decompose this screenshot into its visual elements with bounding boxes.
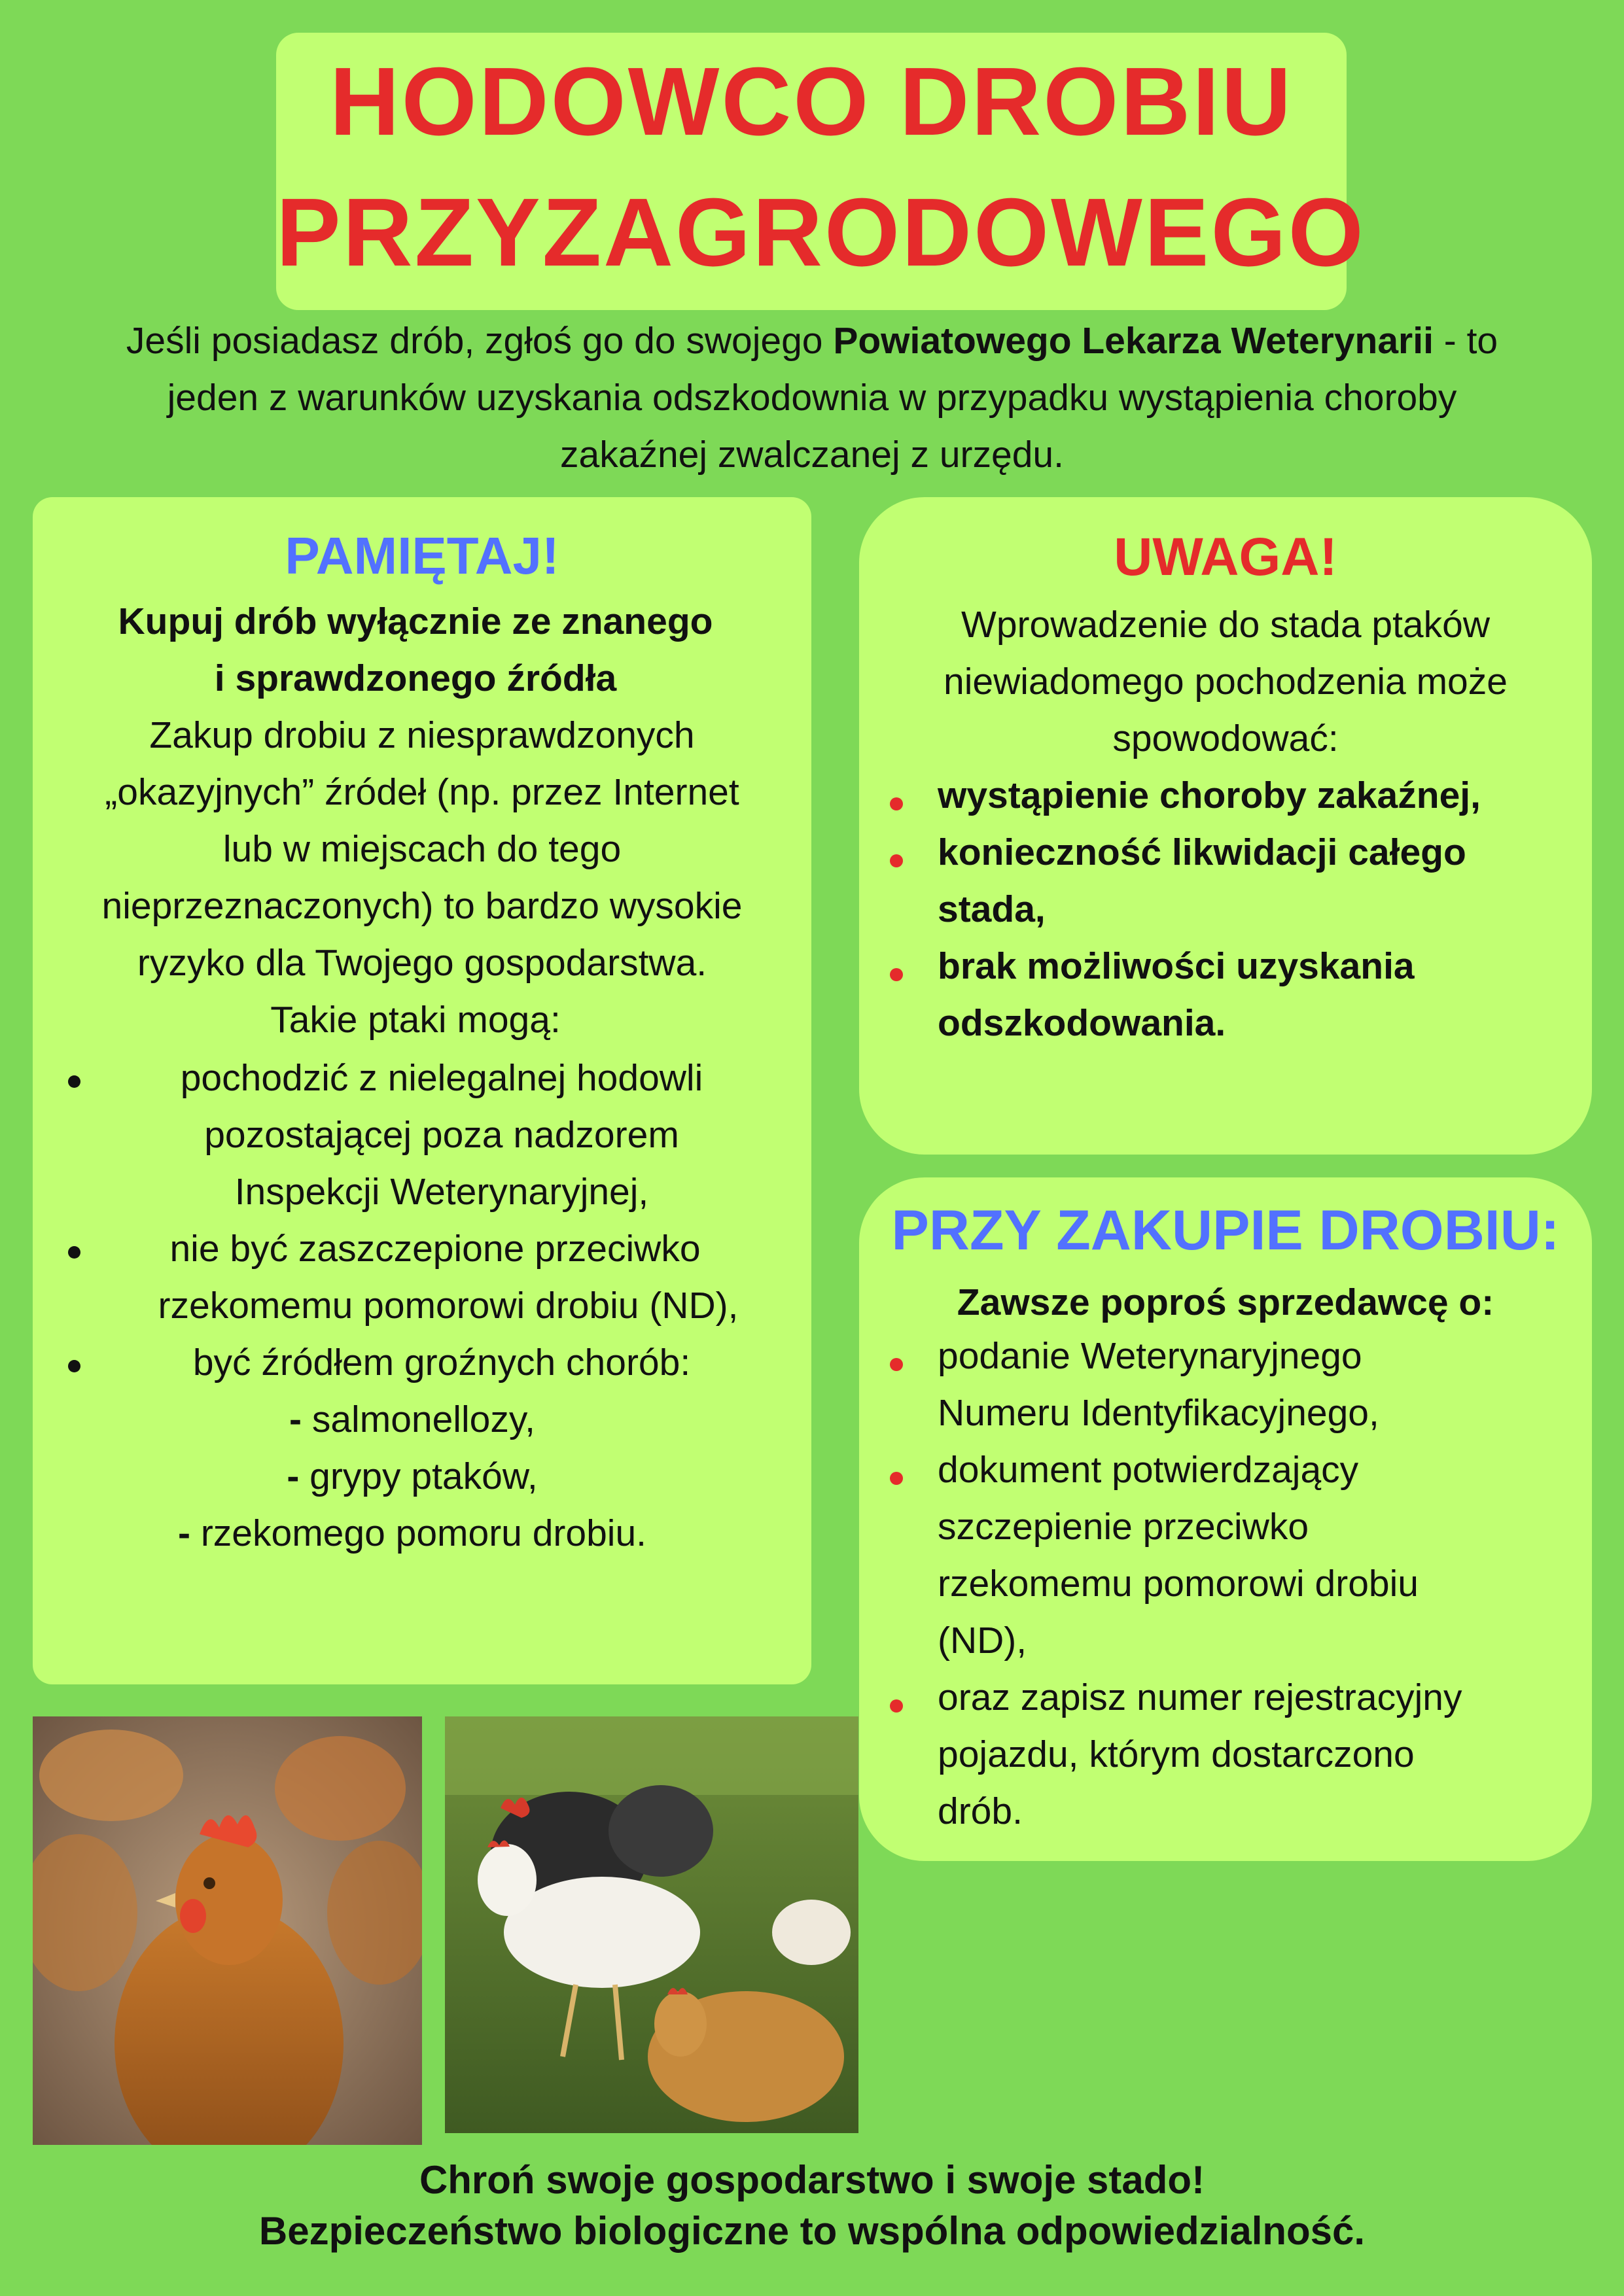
bullet-dot [890,1472,903,1485]
remember-bullet-3-line: być źródłem groźnych chorób: [192,1342,691,1383]
remember-body-line: Takie ptaki mogą: [270,999,561,1041]
warning-intro-line: niewiadomego pochodzenia może [944,661,1508,703]
disease-item [33,1505,811,1562]
purchase-item-line: dokument potwierdzający [938,1449,1359,1491]
bullet-dot [890,797,903,810]
remember-bullet-1-line: pochodzić z nielegalnej hodowli [180,1057,703,1099]
hen-photo-illustration [33,1716,422,2145]
bullet-dot [68,1360,80,1372]
purchase-item-line: oraz zapisz numer rejestracyjny [938,1677,1462,1718]
disease-item [33,1391,811,1448]
intro-tail: - to [1433,320,1498,362]
disease-dash: - [289,1399,302,1440]
title-line-2: PRZYZAGRODOWEGO [276,179,1366,287]
warning-intro [859,597,1592,767]
title-line-1: HODOWCO DROBIU [329,48,1294,156]
purchase-item-line: Numeru Identyfikacyjnego, [938,1392,1379,1434]
warning-intro-line: Wprowadzenie do stada ptaków [961,604,1490,646]
warning-item-line: brak możliwości uzyskania [938,945,1415,987]
hen-photo [33,1716,422,2145]
remember-bullet-1-line: Inspekcji Weterynaryjnej, [234,1171,649,1213]
remember-bullet-2 [85,1221,811,1334]
remember-body-line: ryzyko dla Twojego gospodarstwa. [137,942,707,984]
footer-line-1: Chroń swoje gospodarstwo i swoje stado! [419,2158,1205,2202]
diseases-list [33,1391,811,1562]
remember-bullet-2-line: nie być zaszczepione przeciwko [169,1228,701,1270]
disease-name: rzekomego pomoru drobiu. [200,1512,647,1554]
remember-body-line: „okazyjnych” źródeł (np. przez Internet [105,771,739,813]
purchase-subheading: Zawsze poproś sprzedawcę o: [957,1281,1494,1323]
remember-bullet-1-line: pozostającej poza nadzorem [204,1114,679,1156]
flock-photo-illustration [445,1716,858,2133]
purchase-panel [859,1177,1592,1861]
remember-heading: PAMIĘTAJ! [285,527,559,585]
purchase-item-line: rzekomemu pomorowi drobiu [938,1563,1419,1605]
warning-panel [859,497,1592,1155]
remember-bold-block [33,593,811,1049]
disease-name: grypy ptaków, [309,1455,538,1497]
intro-lead: Jeśli posiadasz drób, zgłoś go do swojego [126,320,834,362]
bullet-dot [890,854,903,867]
flock-photo [445,1716,858,2133]
footer-line-2: Bezpieczeństwo biologiczne to wspólna odpowiedzialność. [258,2209,1366,2253]
purchase-item-line: drób. [938,1790,1023,1832]
title-box [276,33,1366,310]
purchase-item-line: (ND), [938,1620,1027,1661]
warning-item-line: konieczność likwidacji całego [938,831,1466,873]
intro-line-3: zakaźnej zwalczanej z urzędu. [560,434,1064,476]
disease-item [33,1448,811,1505]
warning-item-line: odszkodowania. [938,1002,1226,1044]
purchase-heading: PRZY ZAKUPIE DROBIU: [891,1199,1560,1262]
intro-text [26,313,1598,483]
warning-heading: UWAGA! [1114,527,1337,587]
warning-item [938,824,1481,938]
warning-item-line: stada, [938,888,1046,930]
remember-bold-line-2: i sprawdzonego źródła [214,657,617,699]
disease-dash: - [177,1512,190,1554]
purchase-item-line: podanie Weterynaryjnego [938,1335,1362,1377]
bullet-dot [890,968,903,981]
remember-panel [33,497,811,1684]
remember-bullet-1 [85,1050,798,1221]
purchase-list [938,1328,1462,1840]
warning-item [938,767,1481,824]
warning-list [938,767,1481,1052]
warning-item-line: wystąpienie choroby zakaźnej, [938,774,1481,816]
purchase-item [938,1442,1462,1669]
disease-name: salmonellozy, [311,1399,535,1440]
purchase-item-line: szczepienie przeciwko [938,1506,1309,1548]
remember-bullet-2-line: rzekomemu pomorowi drobiu (ND), [158,1285,739,1327]
remember-bullet-3 [85,1334,798,1391]
remember-body-line: Zakup drobiu z niesprawdzonych [149,714,695,756]
intro-line-2: jeden z warunków uzyskania odszkodownia w przypadku wystąpienia choroby [167,377,1457,419]
remember-body-line: nieprzeznaczonych) to bardzo wysokie [101,885,743,927]
bullet-dot [890,1699,903,1713]
bullet-dot [890,1358,903,1371]
warning-intro-line: spowodować: [1112,718,1339,759]
purchase-item-line: pojazdu, którym dostarczono [938,1733,1415,1775]
bullet-dot [68,1075,80,1088]
disease-dash: - [287,1455,300,1497]
intro-bold: Powiatowego Lekarza Weterynarii [833,320,1434,362]
remember-bold-line-1: Kupuj drób wyłącznie ze znanego [118,600,713,642]
bullet-dot [68,1246,80,1259]
intro-line-1 [26,313,1598,370]
purchase-item [938,1328,1462,1442]
warning-item [938,938,1481,1052]
purchase-item [938,1669,1462,1840]
remember-body-line: lub w miejscach do tego [222,828,622,870]
